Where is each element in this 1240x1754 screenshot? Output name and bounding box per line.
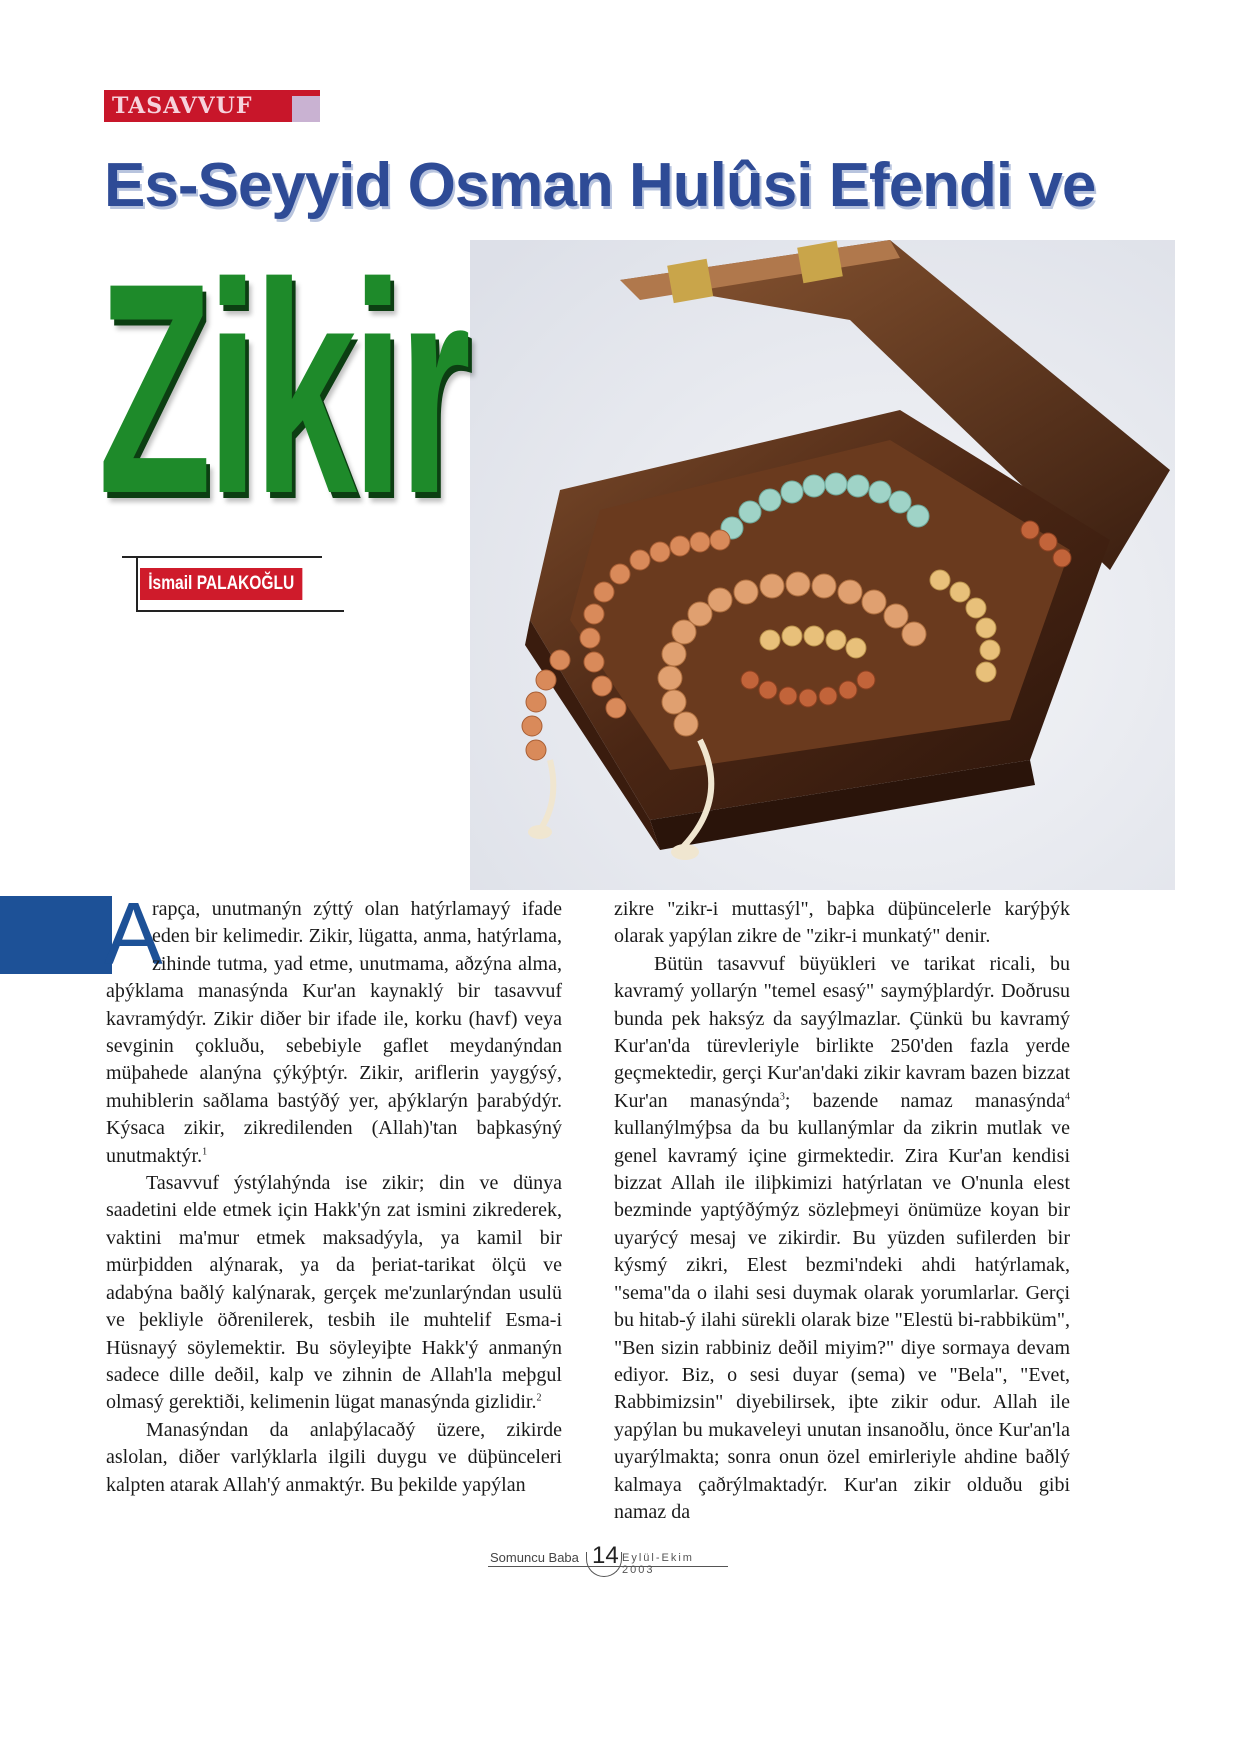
page-number: 14 [592, 1542, 619, 1569]
section-label: TASAVVUF [112, 93, 253, 119]
paragraph: rapça, unutmanýn zýttý olan hatýrlamayý ifade eden bir kelimedir. Zikir, lügatta, anma, hatýrlama, zihinde tutma, yad etme, unutmama, aðzýna alma, aþýklama manasýnda Kur'an kaynaklý bir tasavvuf kavramýdýr. Zikir diðer bir ifade ile, korku (havf) veya sevginin çokluðu, sebebiyle gaflet meydanýndan müþahede alanýna çýkýþtýr. Zikir, ariflerin yaygýsý, muhiblerin saðlama bastýðý yer, aþýklarýn þarabýdýr. Kýsaca zikir, zikredilenden (Allah)'tan baþkasýný unutmaktýr.$^1$ [106, 898, 562, 1167]
prayer-beads-box-photo [470, 240, 1175, 890]
article-column-left [106, 896, 562, 1499]
margin-color-block [0, 896, 112, 974]
paragraph: Manasýndan da anlaþýlacaðý üzere, zikirde aslolan, diðer varlýklarla ilgili duygu ve düþünceleri kalpten atarak Allah'ý anmaktýr. Bu þekilde yapýlan [106, 1418, 562, 1496]
author-name: İsmail PALAKOĞLU [140, 568, 302, 600]
issue-date: Eylül-Ekim 2003 [622, 1552, 694, 1576]
paragraph: Tasavvuf ýstýlahýnda ise zikir; din ve dünya saadetini elde etmek için Hakk'ýn zat ismini zikrederek, vaktini ma'mur etmek maksadýyla, ya kamil bir mürþidden alýnarak, ya da þeriat-tarikat ölçü ve adabýna baðlý kalýnarak, gerçek me'zunlarýndan usulü ve þekliyle öðrenilerek, tesbih ile muhtelif Esma-i Hüsnayý söylemektir. Bu söyleyiþte Hakk'ý anmanýn sadece dille deðil, kalp ve zihnin de Allah'la meþgul olmasý gerektiði, kelimenin lügat manasýnda gizlidir.$^2$ [106, 1172, 562, 1414]
byline-vertical-rule [136, 556, 138, 612]
paragraph: Bütün tasavvuf büyükleri ve tarikat ricali, bu kavramý yollarýn "temel esasý" saymýþlardýr. Doðrusu bunda pek haksýz da sayýlmazlar. Çünkü bu kavramý Kur'an'da türevleriyle birlikte 250'den fazla yerde geçmektedir, gerçi Kur'an'daki zikir kavram bazen bizzat Kur'an manasýnda$^3$; bazende namaz manasýnda$^4$ kullanýlmýþsa da bu kullanýmlar da zikrin mutlak ve genel kavramý içine girmektedir. Zira Kur'an kendisi bizzat Allah ile iliþkimizi hatýrlatan ve O'nunla elest bezminde yaptýðýmýz sözleþmeyi önümüze koyan bir uyarýcý mesaj ve zikirdir. Bu yüzden sufilerden bir kýsmý zikri, Elest bezmi'ndeki ahdi hatýrlamak, "sema"da o ilahi sesi duymak olarak yorumlarlar. Gerçi bu hitab-ý ilahi sürekli olarak bize "Elestü bi-rabbiküm", "Ben sizin rabbiniz deðil miyim?" diye sormaya devam ediyor. Biz, o sesi duyar (sema) ve "Bela", "Evet, Rabbimizsin" diyebilirsek, iþte zikir odur. Allah ile yapýlan bu mukaveleyi unutan insanoðlu, önce Kur'an'la uyarýlmakta; sonra onun özel emirleriyle ahdine baðlý kalmaya çaðrýlmaktadýr. Kur'an zikir olduðu gibi namaz da [614, 952, 1070, 1523]
article-title-word: Zikir [98, 220, 466, 556]
drop-cap-spacer [106, 896, 152, 978]
footnote-ref: 1 [202, 1146, 208, 1157]
article-column-right [614, 896, 1070, 1526]
section-tag-box [292, 96, 320, 122]
byline-top-rule [122, 556, 322, 558]
magazine-name: Somuncu Baba [490, 1550, 579, 1565]
article-headline: Es-Seyyid Osman Hulûsi Efendi ve [104, 151, 1096, 220]
paragraph: zikre "zikr-i muttasýl", baþka düþüncelerle karýþýk olarak yapýlan zikre de "zikr-i munkatý" denir. [614, 898, 1070, 948]
footnote-ref: 2 [536, 1392, 542, 1404]
drop-cap: A [104, 884, 163, 983]
byline-bottom-rule [136, 610, 344, 612]
footnote-ref: 3 [779, 1091, 785, 1103]
page-footer [488, 1542, 728, 1578]
section-tag [104, 90, 320, 122]
byline [122, 556, 344, 616]
footnote-ref: 4 [1064, 1091, 1070, 1103]
